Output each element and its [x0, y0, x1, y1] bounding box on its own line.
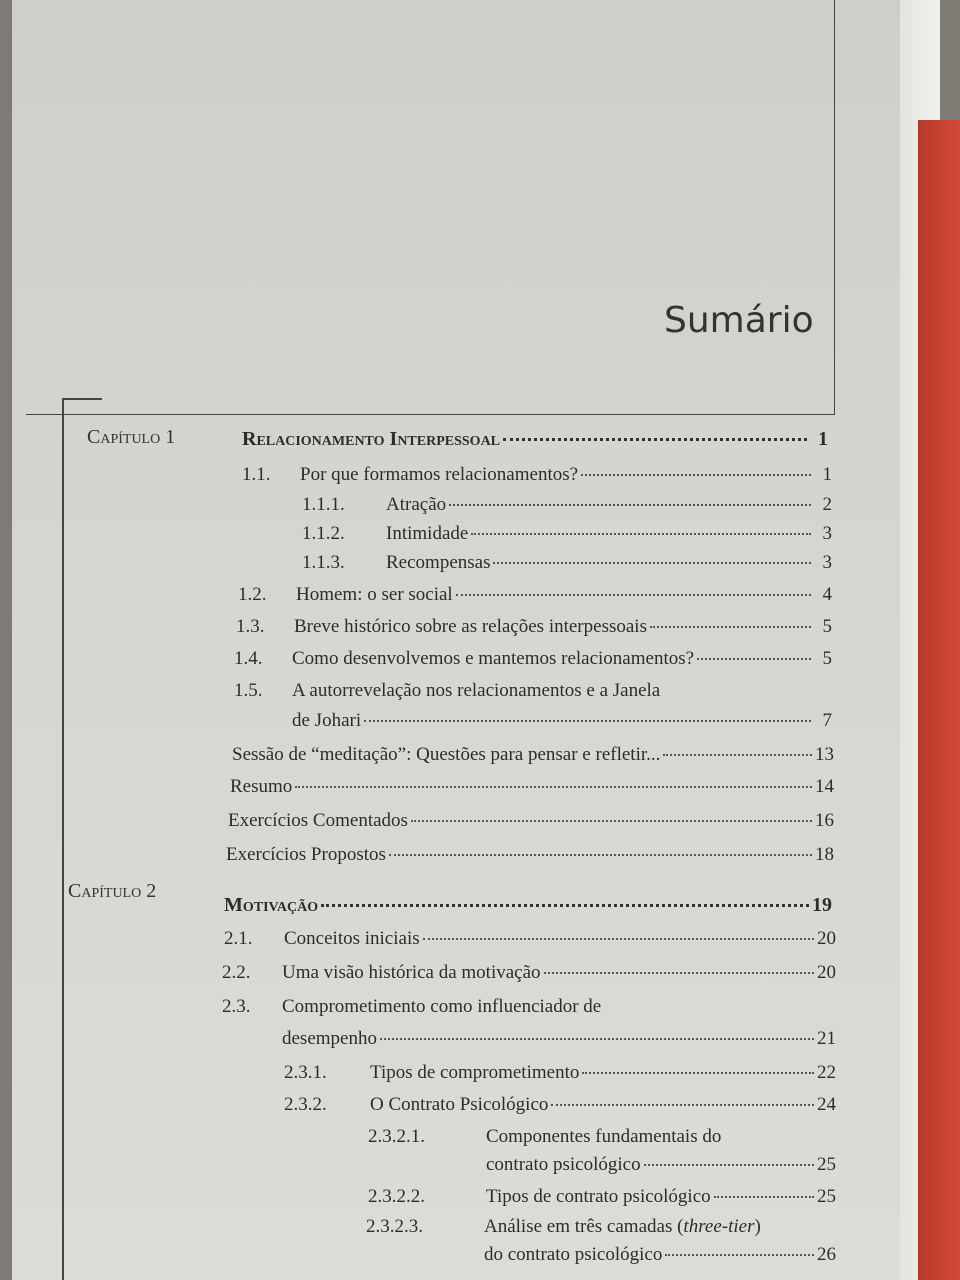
- entry-text: Tipos de contrato psicológico: [486, 1186, 711, 1207]
- entry-page: 25: [817, 1154, 836, 1175]
- toc-entry-exercicios-propostos: [226, 844, 834, 866]
- entry-page: 7: [822, 710, 832, 731]
- entry-text: Conceitos iniciais: [284, 928, 420, 949]
- entry-page: 20: [817, 962, 836, 983]
- entry-text: Recompensas: [386, 552, 491, 573]
- entry-number: 1.1.3.: [302, 552, 345, 573]
- leader-dots: [380, 1038, 814, 1040]
- entry-text: Intimidade: [386, 523, 469, 544]
- toc-entry-2-3-2-1-line2: [486, 1154, 836, 1176]
- entry-page: 16: [815, 810, 834, 831]
- toc-entry-1-4: [234, 648, 832, 670]
- leader-dots: [471, 533, 811, 535]
- entry-text: Componentes fundamentais do: [486, 1126, 722, 1147]
- entry-number: 2.1.: [224, 928, 253, 949]
- entry-page: 4: [822, 584, 832, 605]
- entry-text: Uma visão histórica da motivação: [282, 962, 541, 983]
- entry-page: 2: [822, 494, 832, 515]
- leader-dots: [503, 438, 807, 441]
- entry-number: 1.2.: [238, 584, 267, 605]
- entry-page: 14: [815, 776, 834, 797]
- entry-text: Exercícios Comentados: [228, 810, 408, 831]
- entry-number: 2.3.2.3.: [366, 1216, 423, 1237]
- toc-entry-1-1-2: [302, 523, 832, 545]
- chapter-1-page: 1: [818, 428, 828, 450]
- leader-dots: [295, 786, 812, 788]
- leader-dots: [644, 1164, 814, 1166]
- leader-dots: [449, 504, 811, 506]
- leader-dots: [697, 658, 811, 660]
- leader-dots: [551, 1104, 814, 1106]
- entry-number: 2.3.: [222, 996, 251, 1017]
- title-box-border: [26, 0, 835, 415]
- chapter-2-title: Motivação: [224, 894, 319, 916]
- entry-text: Como desenvolvemos e mantemos relacionamentos?: [292, 648, 695, 669]
- entry-page: 22: [817, 1062, 836, 1083]
- toc-entry-exercicios-comentados: [228, 810, 834, 832]
- toc-entry-1-1: [242, 464, 832, 486]
- leader-dots: [650, 626, 811, 628]
- entry-text: Sessão de “meditação”: Questões para pensar e refletir...: [232, 744, 661, 765]
- entry-page: 3: [822, 552, 832, 573]
- entry-text-italic: three-tier: [683, 1216, 755, 1237]
- leader-dots: [389, 854, 812, 856]
- toc-entry-meditacao: [232, 744, 834, 766]
- chapter-2-page: 19: [812, 894, 832, 916]
- leader-dots: [665, 1254, 814, 1256]
- toc-entry-2-2: [222, 962, 836, 984]
- toc-entry-1-5-line1: [234, 680, 660, 702]
- entry-number: 1.5.: [234, 680, 263, 701]
- leader-dots: [581, 474, 811, 476]
- entry-text: Comprometimento como influenciador de: [282, 996, 602, 1017]
- toc-entry-2-3-2-3-line1: [366, 1216, 761, 1238]
- leader-dots: [321, 904, 809, 907]
- leader-dots: [456, 594, 811, 596]
- entry-number: 2.3.2.: [284, 1094, 327, 1115]
- toc-entry-2-3-2-2: [368, 1186, 836, 1208]
- entry-page: 25: [817, 1186, 836, 1207]
- entry-page: 26: [817, 1244, 836, 1265]
- page-title: Sumário: [664, 300, 814, 341]
- chapter-1-label: Capítulo 1: [87, 426, 176, 448]
- entry-page: 1: [822, 464, 832, 485]
- leader-dots: [714, 1196, 814, 1198]
- leader-dots: [364, 720, 811, 722]
- leader-dots: [493, 562, 811, 564]
- entry-number: 2.3.2.2.: [368, 1186, 425, 1207]
- entry-text: A autorrevelação nos relacionamentos e a Janela: [292, 680, 661, 701]
- entry-text-continued: de Johari: [292, 710, 362, 731]
- entry-number: 1.1.2.: [302, 523, 345, 544]
- toc-entry-2-3-1: [284, 1062, 836, 1084]
- entry-number: 2.3.2.1.: [368, 1126, 425, 1147]
- toc-entry-2-3-2-1-line1: [368, 1126, 721, 1148]
- entry-number: 2.2.: [222, 962, 251, 983]
- leader-dots: [544, 972, 814, 974]
- toc-entry-2-3-line1: [222, 996, 601, 1018]
- entry-page: 3: [822, 523, 832, 544]
- toc-entry-1-3: [236, 616, 832, 638]
- entry-text-continued: do contrato psicológico: [484, 1244, 663, 1265]
- entry-text: O Contrato Psicológico: [370, 1094, 549, 1115]
- chapter-1-title: Relacionamento Interpessoal: [242, 428, 501, 450]
- entry-number: 1.4.: [234, 648, 263, 669]
- entry-text-continued: desempenho: [282, 1028, 377, 1049]
- toc-entry-1-1-3: [302, 552, 832, 574]
- entry-text: Resumo: [230, 776, 293, 797]
- chapter-2-label: Capítulo 2: [68, 880, 157, 902]
- entry-number: 2.3.1.: [284, 1062, 327, 1083]
- toc-entry-2-3-line2: [282, 1028, 836, 1050]
- entry-text: Atração: [386, 494, 447, 515]
- toc-entry-1-1-1: [302, 494, 832, 516]
- entry-number: 1.3.: [236, 616, 265, 637]
- entry-page: 21: [817, 1028, 836, 1049]
- entry-text: Análise em três camadas (: [484, 1216, 684, 1237]
- entry-text: Breve histórico sobre as relações interpessoais: [294, 616, 647, 637]
- entry-text: Por que formamos relacionamentos?: [300, 464, 579, 485]
- entry-text: Homem: o ser social: [296, 584, 453, 605]
- book-page: [12, 0, 930, 1280]
- toc-entry-2-3-2-3-line2: [484, 1244, 836, 1266]
- entry-text: Tipos de comprometimento: [370, 1062, 580, 1083]
- entry-text: Exercícios Propostos: [226, 844, 386, 865]
- entry-page: 5: [822, 648, 832, 669]
- toc-entry-2-3-2: [284, 1094, 836, 1116]
- entry-page: 13: [815, 744, 834, 765]
- chapter-1-heading: [242, 428, 828, 451]
- entry-page: 5: [822, 616, 832, 637]
- entry-number: 1.1.: [242, 464, 271, 485]
- leader-dots: [582, 1072, 814, 1074]
- entry-number: 1.1.1.: [302, 494, 345, 515]
- content-box-top-border: [62, 398, 102, 400]
- toc-entry-resumo: [230, 776, 834, 798]
- chapter-2-heading: [224, 894, 832, 917]
- toc-entry-2-1: [224, 928, 836, 950]
- entry-page: 18: [815, 844, 834, 865]
- toc-entry-1-5-line2: [292, 710, 832, 732]
- leader-dots: [663, 754, 812, 756]
- content-box-border: [62, 398, 64, 1280]
- entry-text-after: ): [754, 1216, 761, 1237]
- red-cover-edge: [918, 120, 960, 1280]
- entry-page: 20: [817, 928, 836, 949]
- toc-entry-1-2: [238, 584, 832, 606]
- leader-dots: [423, 938, 814, 940]
- leader-dots: [411, 820, 812, 822]
- entry-text-continued: contrato psicológico: [486, 1154, 641, 1175]
- entry-page: 24: [817, 1094, 836, 1115]
